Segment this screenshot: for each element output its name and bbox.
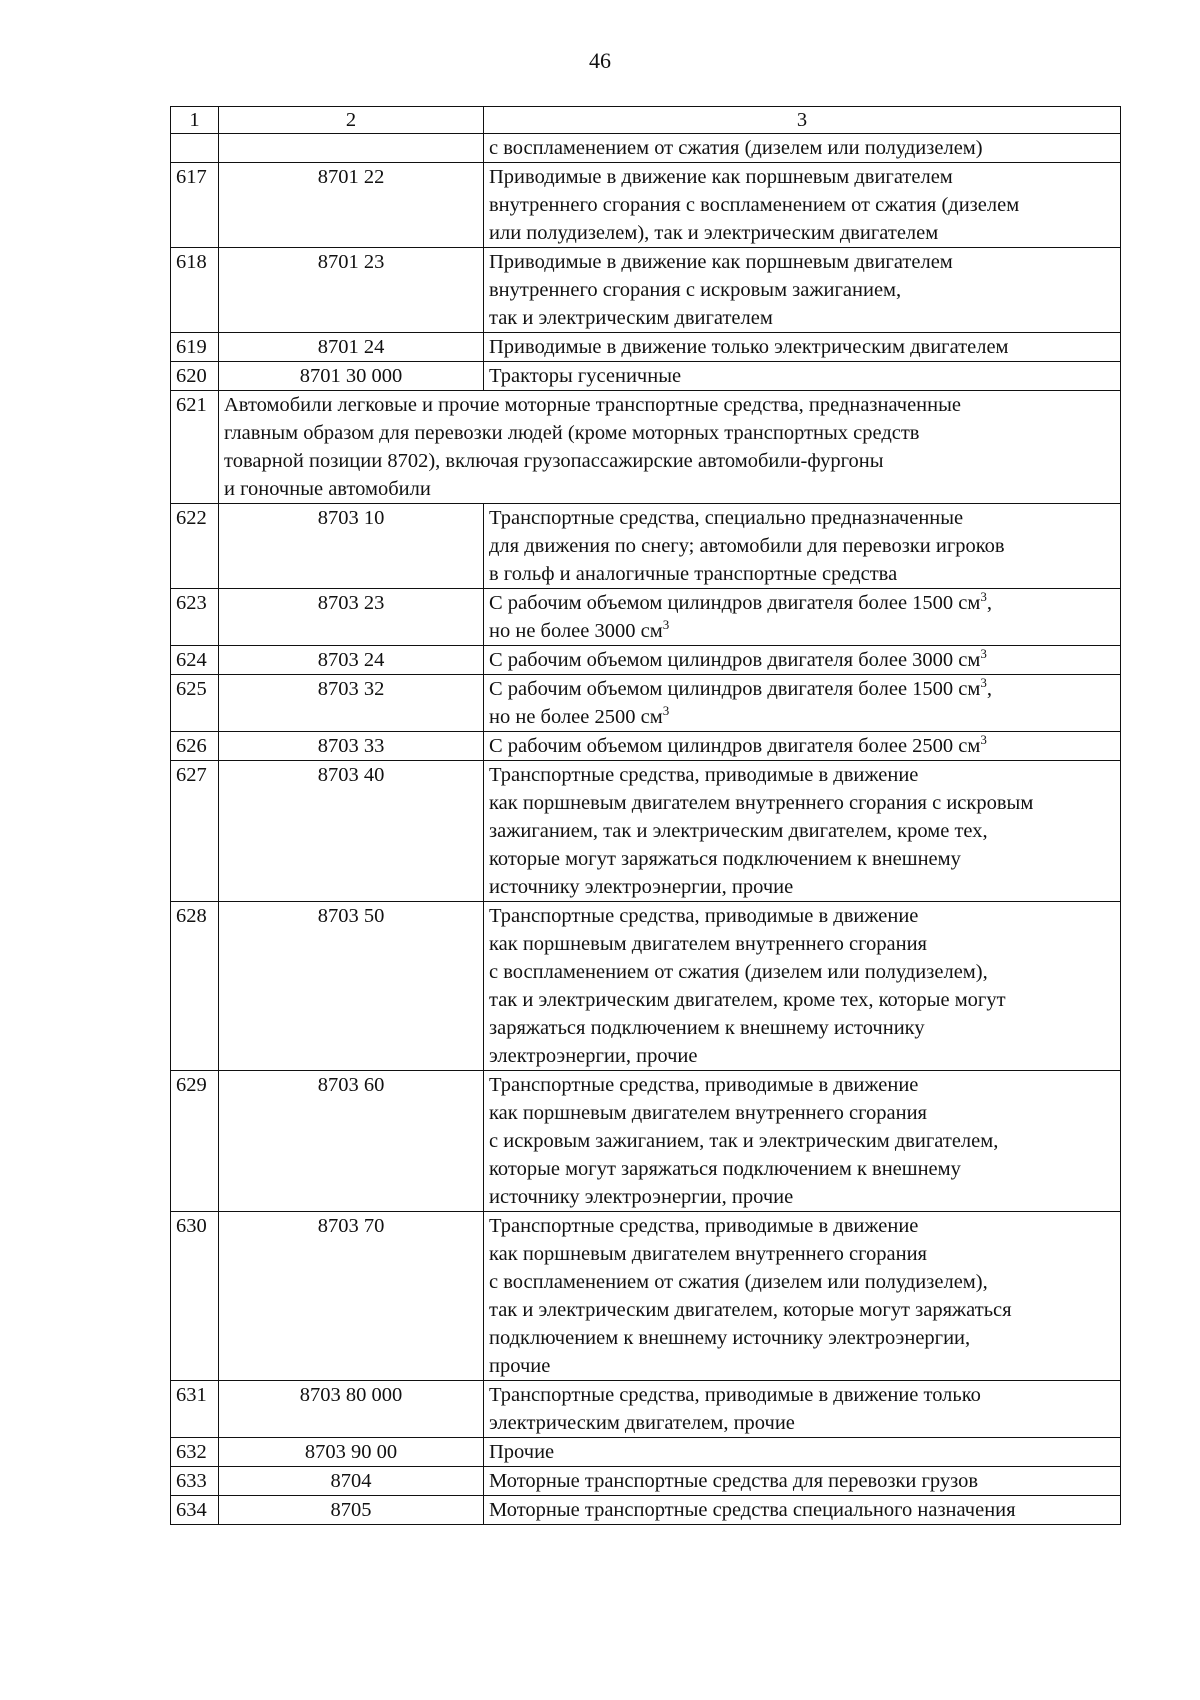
description-line: для движения по снегу; автомобили для перевозки игроков xyxy=(489,535,1005,557)
tn-ved-code: 8705 xyxy=(219,1496,484,1525)
table-row xyxy=(171,646,1121,675)
goods-description xyxy=(484,902,1121,1071)
description-line: С рабочим объемом цилиндров двигателя более 3000 $см^3$ xyxy=(489,646,987,671)
description-line: и гоночные автомобили xyxy=(224,478,431,500)
row-number: 625 xyxy=(171,675,219,732)
description-line: с искровым зажиганием, так и электрическим двигателем, xyxy=(489,1130,999,1152)
description-line: Транспортные средства, приводимые в движение xyxy=(489,1215,919,1237)
row-number: 628 xyxy=(171,902,219,1071)
tn-ved-code: 8703 10 xyxy=(219,504,484,589)
table-row xyxy=(171,1212,1121,1381)
tn-ved-code: 8703 90 00 xyxy=(219,1438,484,1467)
table-row xyxy=(171,589,1121,646)
description-line: источнику электроэнергии, прочие xyxy=(489,876,794,898)
row-number: 619 xyxy=(171,333,219,362)
description-line: прочие xyxy=(489,1355,551,1377)
description-line: зажиганием, так и электрическим двигателем, кроме тех, xyxy=(489,820,988,842)
description-line: с воспламенением от сжатия (дизелем или полудизелем) xyxy=(489,137,983,159)
description-line: Транспортные средства, приводимые в движение xyxy=(489,764,919,786)
tn-ved-code: 8703 40 xyxy=(219,761,484,902)
goods-description xyxy=(484,333,1121,362)
goods-description xyxy=(484,646,1121,675)
description-line: Моторные транспортные средства специального назначения xyxy=(489,1499,1016,1521)
row-number: 620 xyxy=(171,362,219,391)
description-line: С рабочим объемом цилиндров двигателя более 2500 $см^3$ xyxy=(489,732,987,757)
description-line: как поршневым двигателем внутреннего сгорания xyxy=(489,933,927,955)
description-line: Транспортные средства, приводимые в движение xyxy=(489,1074,919,1096)
goods-description xyxy=(484,1438,1121,1467)
goods-description xyxy=(484,1381,1121,1438)
header-col-3: 3 xyxy=(484,107,1121,134)
goods-description xyxy=(484,362,1121,391)
goods-description xyxy=(484,1467,1121,1496)
goods-description xyxy=(484,732,1121,761)
tn-ved-code: 8704 xyxy=(219,1467,484,1496)
description-line: заряжаться подключением к внешнему источнику xyxy=(489,1017,925,1039)
table-row xyxy=(171,504,1121,589)
table-row xyxy=(171,362,1121,391)
description-line: Автомобили легковые и прочие моторные транспортные средства, предназначенные xyxy=(224,394,961,416)
table-row xyxy=(171,1467,1121,1496)
customs-code-table xyxy=(170,106,1121,1525)
tn-ved-code: 8701 30 000 xyxy=(219,362,484,391)
tn-ved-code: 8703 23 xyxy=(219,589,484,646)
row-number: 634 xyxy=(171,1496,219,1525)
goods-description xyxy=(484,1212,1121,1381)
table-row xyxy=(171,248,1121,333)
table-row xyxy=(171,1496,1121,1525)
goods-description xyxy=(484,1071,1121,1212)
header-col-2: 2 xyxy=(219,107,484,134)
row-number: 621 xyxy=(171,391,219,504)
description-line: Прочие xyxy=(489,1441,555,1463)
row-number: 629 xyxy=(171,1071,219,1212)
description-line: Приводимые в движение как поршневым двигателем xyxy=(489,166,953,188)
row-number: 626 xyxy=(171,732,219,761)
description-line: с воспламенением от сжатия (дизелем или полудизелем), xyxy=(489,1271,988,1293)
row-number: 630 xyxy=(171,1212,219,1381)
goods-description xyxy=(484,675,1121,732)
description-line: в гольф и аналогичные транспортные средства xyxy=(489,563,898,585)
description-line: Транспортные средства, приводимые в движение только xyxy=(489,1384,981,1406)
row-number: 623 xyxy=(171,589,219,646)
description-line: внутреннего сгорания с воспламенением от сжатия (дизелем xyxy=(489,194,1020,216)
row-number xyxy=(171,134,219,163)
tn-ved-code: 8703 50 xyxy=(219,902,484,1071)
description-line: С рабочим объемом цилиндров двигателя более 1500 $см^3$, xyxy=(489,589,993,614)
tn-ved-code: 8701 23 xyxy=(219,248,484,333)
description-line: Моторные транспортные средства для перевозки грузов xyxy=(489,1470,979,1492)
description-line: так и электрическим двигателем, которые могут заряжаться xyxy=(489,1299,1012,1321)
tn-ved-code: 8703 80 000 xyxy=(219,1381,484,1438)
tn-ved-code xyxy=(219,134,484,163)
goods-description xyxy=(484,134,1121,163)
table-row xyxy=(171,902,1121,1071)
tn-ved-code: 8703 60 xyxy=(219,1071,484,1212)
description-line: Приводимые в движение только электрическим двигателем xyxy=(489,336,1009,358)
row-number: 632 xyxy=(171,1438,219,1467)
row-number: 624 xyxy=(171,646,219,675)
description-line: но не более 3000 $см^3$ xyxy=(489,617,670,642)
description-line: Транспортные средства, приводимые в движение xyxy=(489,905,919,927)
table-row xyxy=(171,1071,1121,1212)
table-row xyxy=(171,391,1121,504)
tn-ved-code: 8701 24 xyxy=(219,333,484,362)
row-number: 627 xyxy=(171,761,219,902)
row-number: 617 xyxy=(171,163,219,248)
goods-description xyxy=(484,761,1121,902)
description-line: электроэнергии, прочие xyxy=(489,1045,698,1067)
description-line: так и электрическим двигателем, кроме тех, которые могут xyxy=(489,989,1006,1011)
goods-description xyxy=(484,248,1121,333)
description-line: которые могут заряжаться подключением к внешнему xyxy=(489,1158,961,1180)
description-line: Приводимые в движение как поршневым двигателем xyxy=(489,251,953,273)
description-line: электрическим двигателем, прочие xyxy=(489,1412,795,1434)
tn-ved-code: 8701 22 xyxy=(219,163,484,248)
goods-description xyxy=(484,504,1121,589)
description-line: как поршневым двигателем внутреннего сгорания xyxy=(489,1243,927,1265)
row-number: 622 xyxy=(171,504,219,589)
table-header-row xyxy=(171,107,1121,134)
header-col-1: 1 xyxy=(171,107,219,134)
description-line: товарной позиции 8702), включая грузопассажирские автомобили-фургоны xyxy=(224,450,884,472)
table-row xyxy=(171,163,1121,248)
description-line: главным образом для перевозки людей (кроме моторных транспортных средств xyxy=(224,422,920,444)
description-line: с воспламенением от сжатия (дизелем или полудизелем), xyxy=(489,961,988,983)
page-number: 46 xyxy=(589,48,611,73)
goods-description xyxy=(484,1496,1121,1525)
description-line: Тракторы гусеничные xyxy=(489,365,682,387)
row-number: 633 xyxy=(171,1467,219,1496)
table-row xyxy=(171,732,1121,761)
description-line: подключением к внешнему источнику электроэнергии, xyxy=(489,1327,971,1349)
description-line: как поршневым двигателем внутреннего сгорания xyxy=(489,1102,927,1124)
tn-ved-code: 8703 33 xyxy=(219,732,484,761)
description-line: так и электрическим двигателем xyxy=(489,307,773,329)
table-row xyxy=(171,1381,1121,1438)
tn-ved-code: 8703 70 xyxy=(219,1212,484,1381)
table-row xyxy=(171,761,1121,902)
goods-description xyxy=(484,589,1121,646)
table-row xyxy=(171,675,1121,732)
description-line: или полудизелем), так и электрическим двигателем xyxy=(489,222,939,244)
tn-ved-code: 8703 24 xyxy=(219,646,484,675)
goods-description xyxy=(484,163,1121,248)
tn-ved-code: 8703 32 xyxy=(219,675,484,732)
description-line: внутреннего сгорания с искровым зажиганием, xyxy=(489,279,902,301)
description-line: как поршневым двигателем внутреннего сгорания с искровым xyxy=(489,792,1034,814)
row-number: 631 xyxy=(171,1381,219,1438)
description-line: которые могут заряжаться подключением к внешнему xyxy=(489,848,961,870)
description-line: источнику электроэнергии, прочие xyxy=(489,1186,794,1208)
table-row xyxy=(171,333,1121,362)
description-line: но не более 2500 $см^3$ xyxy=(489,703,670,728)
row-number: 618 xyxy=(171,248,219,333)
description-line: Транспортные средства, специально предназначенные xyxy=(489,507,964,529)
table-row xyxy=(171,1438,1121,1467)
table-row xyxy=(171,134,1121,163)
description-line: С рабочим объемом цилиндров двигателя более 1500 $см^3$, xyxy=(489,675,993,700)
group-heading xyxy=(219,391,1121,504)
